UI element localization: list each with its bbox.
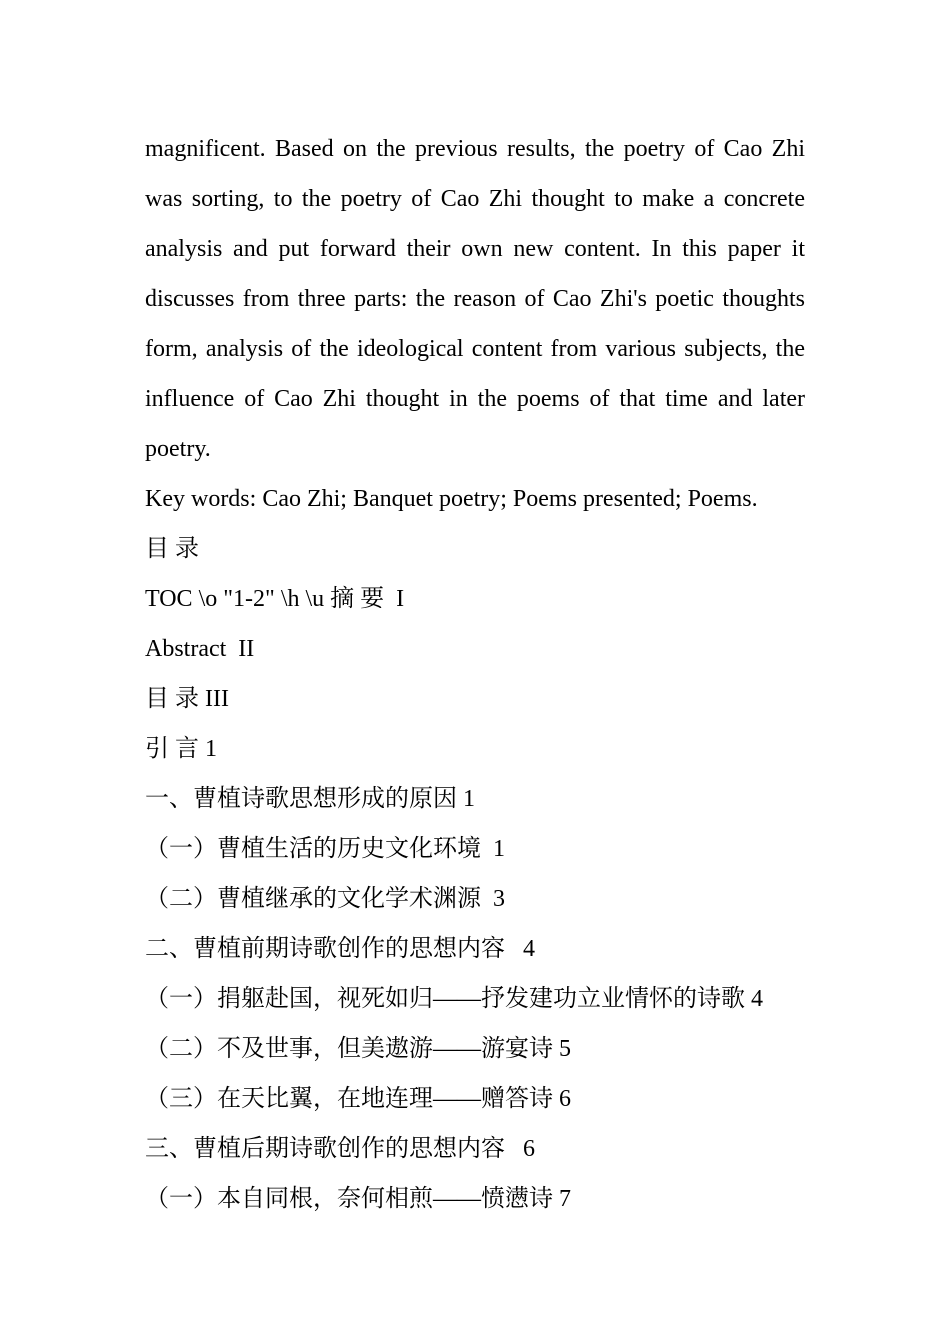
toc-entry: 二、曹植前期诗歌创作的思想内容 4 — [145, 936, 535, 962]
toc-entry: TOC \o "1-2" \h \u 摘 要 I — [145, 586, 405, 612]
toc-entry: （一）曹植生活的历史文化环境 1 — [145, 836, 505, 862]
toc-entry: Abstract II — [145, 636, 255, 662]
toc-entry: （一）捐躯赴国，视死如归——抒发建功立业情怀的诗歌 4 — [145, 986, 763, 1012]
abstract-paragraph: magnificent. Based on the previous results, the poetry of Cao Zhi was sorting, to the poetry of Cao Zhi thought to make a concrete analysis and put forward their own new content. In this paper it discusses from three parts: the reason of Cao Zhi's poetic thoughts form, analysis of the ideological content from various subjects, the influence of Cao Zhi thought in the poems of that time and later poetry. — [145, 136, 805, 462]
toc-entry: 三、曹植后期诗歌创作的思想内容 6 — [145, 1136, 535, 1162]
toc-entry: 引 言 1 — [145, 736, 217, 762]
toc-entry: （二）曹植继承的文化学术渊源 3 — [145, 886, 505, 912]
toc-entry: （一）本自同根，奈何相煎——愤懑诗 7 — [145, 1186, 571, 1212]
document-page — [145, 124, 805, 1224]
toc-heading: 目 录 — [145, 536, 199, 562]
toc-entry: （二）不及世事，但美遨游——游宴诗 5 — [145, 1036, 571, 1062]
toc-entry: 目 录 III — [145, 686, 229, 712]
keywords-line: Key words: Cao Zhi; Banquet poetry; Poems presented; Poems. — [145, 486, 758, 512]
toc-entry: （三）在天比翼，在地连理——赠答诗 6 — [145, 1086, 571, 1112]
toc-entry: 一、曹植诗歌思想形成的原因 1 — [145, 786, 475, 812]
